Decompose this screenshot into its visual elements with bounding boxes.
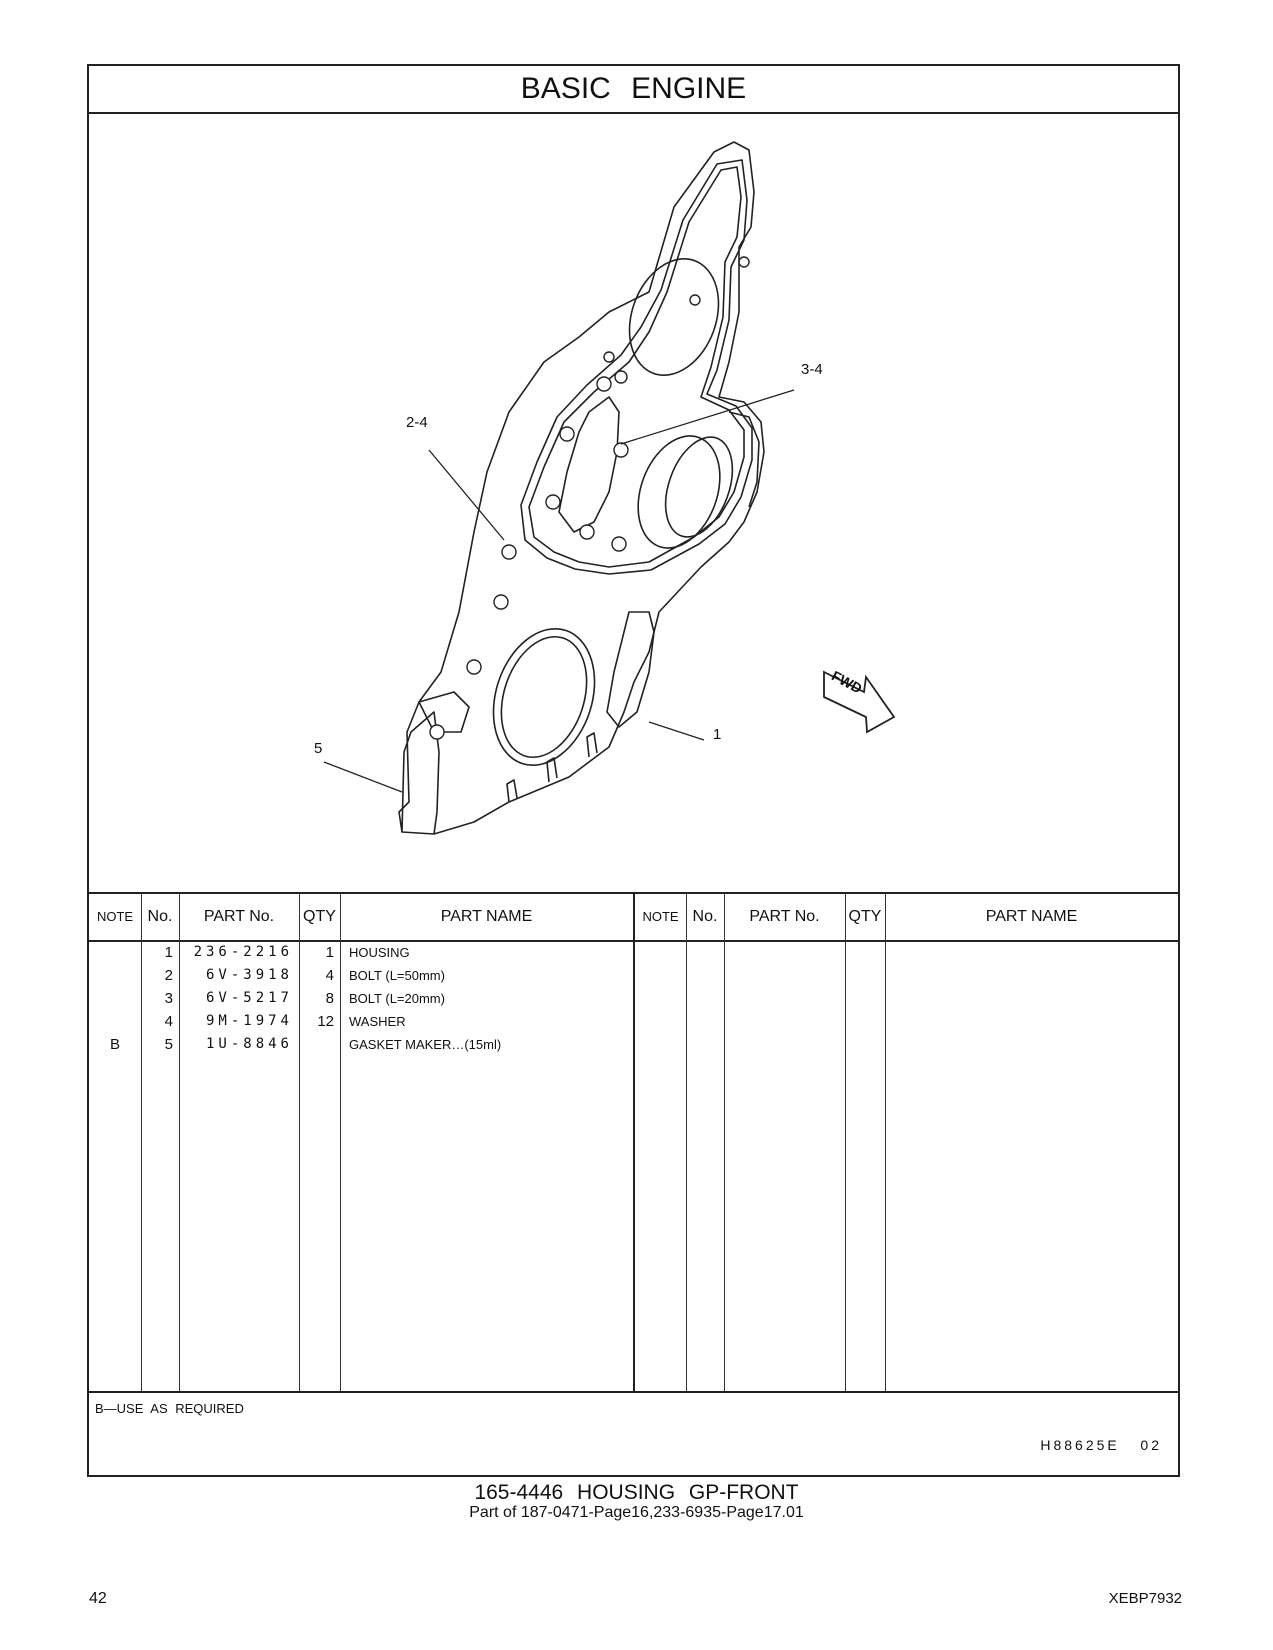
row-qty: 1 (325, 944, 334, 961)
page-number: 42 (89, 1590, 107, 1607)
parts-table (89, 892, 1178, 1393)
header-part-name-right: PART NAME (985, 908, 1078, 925)
header-qty-right: QTY (848, 908, 882, 925)
row-part-name: WASHER (349, 1014, 406, 1029)
header-part-name: PART NAME (440, 908, 533, 925)
row-part-no: 9M-1974 (205, 1013, 293, 1029)
note-legend: B—USE AS REQUIRED (95, 1401, 244, 1416)
table-row (89, 964, 1178, 987)
header-no-right: No. (692, 908, 718, 925)
header-qty: QTY (303, 908, 336, 925)
document-code: XEBP7932 (1108, 1590, 1182, 1607)
table-row (89, 1033, 1178, 1056)
table-row (89, 1010, 1178, 1033)
row-no: 2 (164, 967, 173, 984)
exploded-drawing (89, 112, 1178, 892)
page-title: BASIC ENGINE (89, 66, 1178, 114)
header-part-no-right: PART No. (749, 908, 820, 925)
notes-section (89, 1391, 1178, 1475)
header-note: NOTE (96, 909, 134, 924)
row-no: 4 (164, 1013, 173, 1030)
callout-1: 1 (713, 726, 722, 743)
header-note-right: NOTE (642, 909, 679, 924)
row-qty: 8 (325, 990, 334, 1007)
drawing-code: H88625E 02 (1040, 1437, 1162, 1453)
parts-page-frame (87, 64, 1180, 1477)
row-no: 1 (164, 944, 173, 961)
row-part-no: 236-2216 (193, 944, 293, 960)
row-note: B (109, 1036, 120, 1053)
callout-3-4: 3-4 (801, 361, 823, 378)
callout-5: 5 (314, 740, 323, 757)
table-row (89, 941, 1178, 964)
row-part-name: BOLT (L=20mm) (349, 991, 445, 1006)
table-row (89, 987, 1178, 1010)
row-part-no: 6V-3918 (205, 967, 293, 983)
figure-caption (0, 1482, 1273, 1522)
row-no: 5 (164, 1036, 173, 1053)
row-part-name: HOUSING (349, 945, 410, 960)
row-part-no: 6V-5217 (205, 990, 293, 1006)
caption-subtitle: Part of 187-0471-Page16,233-6935-Page17.01 (469, 1504, 804, 1521)
callout-2-4: 2-4 (406, 414, 428, 431)
row-no: 3 (164, 990, 173, 1007)
front-housing-illustration (89, 112, 1178, 892)
row-part-name: BOLT (L=50mm) (349, 968, 445, 983)
caption-title: 165-4446 HOUSING GP-FRONT (474, 1481, 799, 1504)
row-qty: 4 (325, 967, 334, 984)
header-no: No. (147, 908, 173, 925)
fwd-label: FWD (829, 667, 865, 697)
row-qty: 12 (317, 1013, 334, 1030)
header-part-no: PART No. (203, 908, 275, 925)
row-part-no: 1U-8846 (205, 1036, 293, 1052)
row-part-name: GASKET MAKER…(15ml) (349, 1037, 502, 1052)
